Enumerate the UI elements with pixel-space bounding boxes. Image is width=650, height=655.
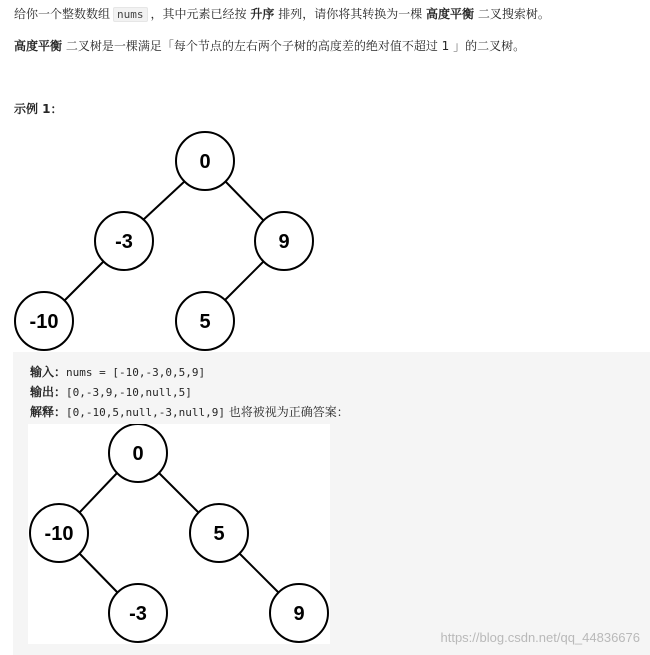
edge bbox=[158, 472, 199, 513]
node-label: 9 bbox=[278, 231, 290, 253]
edge bbox=[239, 553, 279, 593]
input-label: 输入： bbox=[30, 365, 67, 379]
watermark: https://blog.csdn.net/qq_44836676 bbox=[440, 630, 640, 645]
edge bbox=[143, 181, 185, 220]
nums-code: nums bbox=[113, 7, 148, 22]
explain-line bbox=[30, 404, 349, 421]
balanced-definition bbox=[14, 38, 525, 54]
edge bbox=[79, 553, 118, 593]
input-line bbox=[30, 364, 205, 381]
desc-text-3: 排列，请你将其转换为一棵 bbox=[278, 7, 423, 21]
node-label: 5 bbox=[213, 523, 225, 545]
desc-text-1: 给你一个整数数组 bbox=[14, 7, 111, 21]
node-label: 0 bbox=[132, 443, 144, 465]
edge bbox=[64, 261, 104, 301]
ascending-bold: 升序 bbox=[250, 7, 275, 21]
node-label: -10 bbox=[29, 311, 59, 333]
edge bbox=[79, 472, 118, 513]
example-title: 示例 1： bbox=[14, 102, 63, 116]
desc-text-4: 二叉搜索树。 bbox=[477, 7, 550, 21]
problem-description bbox=[14, 6, 550, 23]
node-label: -3 bbox=[115, 231, 133, 253]
edge bbox=[224, 261, 264, 301]
node-label: -3 bbox=[129, 603, 147, 625]
node-label: -10 bbox=[44, 523, 74, 545]
tree-diagram-1 bbox=[0, 128, 330, 352]
explain-label: 解释： bbox=[30, 405, 67, 419]
output-label: 输出： bbox=[30, 385, 67, 399]
desc-text-2: ，其中元素已经按 bbox=[150, 7, 247, 21]
input-value: nums = [-10,-3,0,5,9] bbox=[66, 366, 206, 379]
explain-value: [0,-10,5,null,-3,null,9] bbox=[66, 406, 225, 419]
output-value: [0,-3,9,-10,null,5] bbox=[66, 386, 192, 399]
edge bbox=[225, 181, 264, 221]
height-balanced-bold: 高度平衡 bbox=[426, 7, 475, 21]
explain-text: 也将被视为正确答案： bbox=[228, 405, 349, 419]
node-label: 5 bbox=[199, 311, 211, 333]
node-label: 0 bbox=[199, 151, 211, 173]
output-line bbox=[30, 384, 192, 401]
definition-bold: 高度平衡 bbox=[14, 39, 63, 53]
node-label: 9 bbox=[293, 603, 305, 625]
definition-text: 二叉树是一棵满足「每个节点的左右两个子树的高度差的绝对值不超过 1 」的二叉树。 bbox=[65, 39, 526, 53]
tree-diagram-2 bbox=[28, 424, 330, 644]
